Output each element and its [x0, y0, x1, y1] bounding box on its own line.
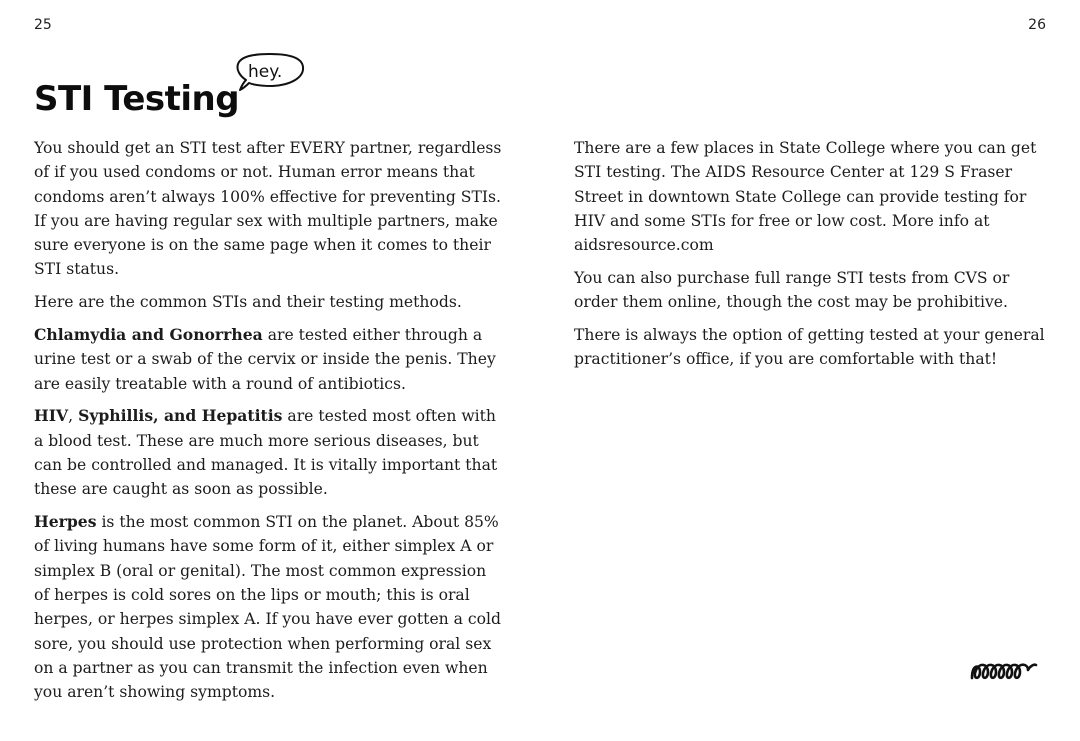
chlamydia-text: are tested either through a urine test or a swab of the cervix or inside the penis. They are easily treatable with a round of antibiotics.: [34, 326, 496, 393]
page-title: STI Testing: [34, 79, 240, 119]
common-stis-paragraph: Here are the common STIs and their testing methods.: [34, 293, 462, 312]
intro-paragraph: You should get an STI test after EVERY partner, regardless of if you used condoms or not. Human error means that condoms aren’t always 100% effective for preventing STIs. If you are having regular sex with multiple partners, make sure everyone is on the same page when it comes to their STI status.: [34, 139, 502, 279]
testing-locations-paragraph: There are a few places in State College where you can get STI testing. The AIDS Resource Center at 129 S Fraser Street in downtown State College can provide testing for HIV and some STIs for free or low cost. More info at aidsresource.com: [574, 139, 1037, 255]
herpes-paragraph: [34, 510, 504, 704]
herpes-text: is the most common STI on the planet. About 85% of living humans have some form of it, either simplex A or simplex B (oral or genital). The most common expression of herpes is cold sores on the lips or mouth; this is oral herpes, or herpes simplex A. If you have ever gotten a cold sore, you should use protection when performing oral sex on a partner as you can transmit the infection even when you aren’t showing symptoms.: [34, 513, 502, 702]
chlamydia-paragraph: [34, 323, 504, 396]
cvs-paragraph: You can also purchase full range STI tests from CVS or order them online, though the cost may be prohibitive.: [574, 268, 1010, 312]
left-column: [34, 136, 504, 713]
chlamydia-heading: Chlamydia and Gonorrhea: [34, 325, 263, 345]
hiv-heading: HIV: [34, 406, 69, 426]
syphilis-hepatitis-heading: Syphillis, and Hepatitis: [78, 406, 283, 426]
squiggle-icon: [968, 658, 1038, 684]
hiv-heading-separator: ,: [68, 407, 79, 426]
page-number-right: 26: [1028, 17, 1046, 33]
speech-bubble-icon: [232, 52, 308, 96]
right-column: [574, 136, 1046, 380]
hiv-paragraph: [34, 404, 504, 501]
hiv-text: are tested most often with a blood test. These are much more serious diseases, but can be controlled and managed. It is vitally important that these are caught as soon as possible.: [34, 407, 498, 499]
herpes-heading: Herpes: [34, 512, 97, 532]
bubble-text: hey.: [248, 62, 283, 82]
page-number-left: 25: [34, 17, 52, 33]
practitioner-paragraph: There is always the option of getting tested at your general practitioner’s office, if you are comfortable with that!: [574, 326, 1045, 369]
